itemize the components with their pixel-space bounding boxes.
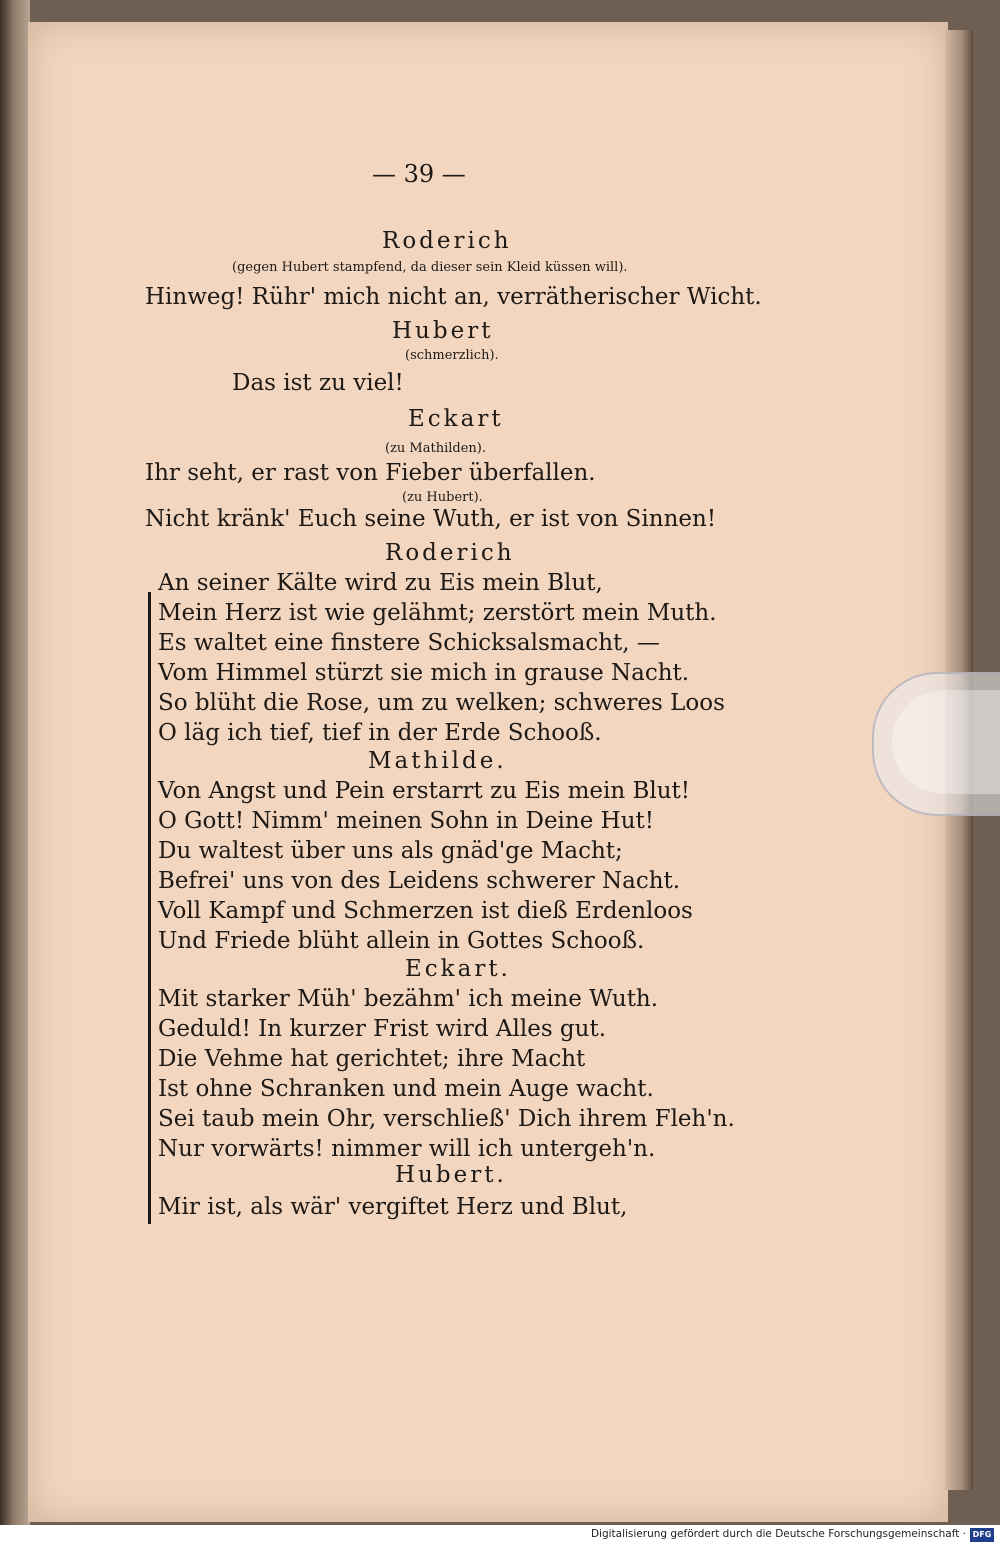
speaker-eckart: Eckart (408, 406, 504, 432)
stage-direction: (zu Hubert). (402, 490, 483, 505)
verse-line: Ist ohne Schranken und mein Auge wacht. (158, 1076, 654, 1102)
verse-line: Von Angst und Pein erstarrt zu Eis mein Blut! (158, 778, 691, 804)
verse-line: Vom Himmel stürzt sie mich in grause Nacht. (158, 660, 690, 686)
verse-line: Du waltest über uns als gnäd'ge Macht; (158, 838, 623, 864)
speaker-roderich: Roderich (382, 228, 512, 254)
speaker-hubert: Hubert. (395, 1162, 507, 1188)
verse-line: Sei taub mein Ohr, verschließ' Dich ihrem Fleh'n. (158, 1106, 735, 1132)
verse-line: Und Friede blüht allein in Gottes Schooß. (158, 928, 645, 954)
page-number: — 39 — (372, 160, 466, 188)
footer-credit: Digitalisierung gefördert durch die Deutsche Forschungsgemeinschaft · (590, 1528, 966, 1540)
speaker-eckart: Eckart. (405, 956, 511, 982)
verse-line: Das ist zu viel! (232, 370, 404, 396)
speaker-hubert: Hubert (392, 318, 494, 344)
verse-line: Voll Kampf und Schmerzen ist dieß Erdenloos (158, 898, 693, 924)
stage-direction: (schmerzlich). (405, 348, 499, 363)
verse-line: Ihr seht, er rast von Fieber überfallen. (145, 460, 596, 486)
speaker-mathilde: Mathilde. (368, 748, 507, 774)
verse-line: Hinweg! Rühr' mich nicht an, verrätherischer Wicht. (145, 284, 762, 310)
verse-line: So blüht die Rose, um zu welken; schweres Loos (158, 690, 725, 716)
stage-direction: (zu Mathilden). (385, 441, 486, 456)
verse-line: Es waltet eine finstere Schicksalsmacht, — (158, 630, 660, 656)
verse-line: Befrei' uns von des Leidens schwerer Nacht. (158, 868, 681, 894)
speaker-roderich: Roderich (385, 540, 515, 566)
footer-bar (0, 1525, 1000, 1546)
page-clip-highlight (892, 690, 1000, 794)
verse-line: Geduld! In kurzer Frist wird Alles gut. (158, 1016, 607, 1042)
verse-line: Nur vorwärts! nimmer will ich untergeh'n. (158, 1136, 656, 1162)
left-page-edge (0, 0, 30, 1525)
verse-line: O Gott! Nimm' meinen Sohn in Deine Hut! (158, 808, 655, 834)
verse-line: Mit starker Müh' bezähm' ich meine Wuth. (158, 986, 659, 1012)
verse-line: Mein Herz ist wie gelähmt; zerstört mein Muth. (158, 600, 717, 626)
dfg-logo: DFG (970, 1528, 994, 1542)
verse-line: Die Vehme hat gerichtet; ihre Macht (158, 1046, 586, 1072)
verse-line: Nicht kränk' Euch seine Wuth, er ist von Sinnen! (145, 506, 717, 532)
verse-line: An seiner Kälte wird zu Eis mein Blut, (158, 570, 603, 596)
stage-direction: (gegen Hubert stampfend, da dieser sein Kleid küssen will). (232, 260, 628, 275)
verse-line: O läg ich tief, tief in der Erde Schooß. (158, 720, 602, 746)
verse-bracket (148, 592, 151, 1224)
verse-line: Mir ist, als wär' vergiftet Herz und Blut, (158, 1194, 628, 1220)
